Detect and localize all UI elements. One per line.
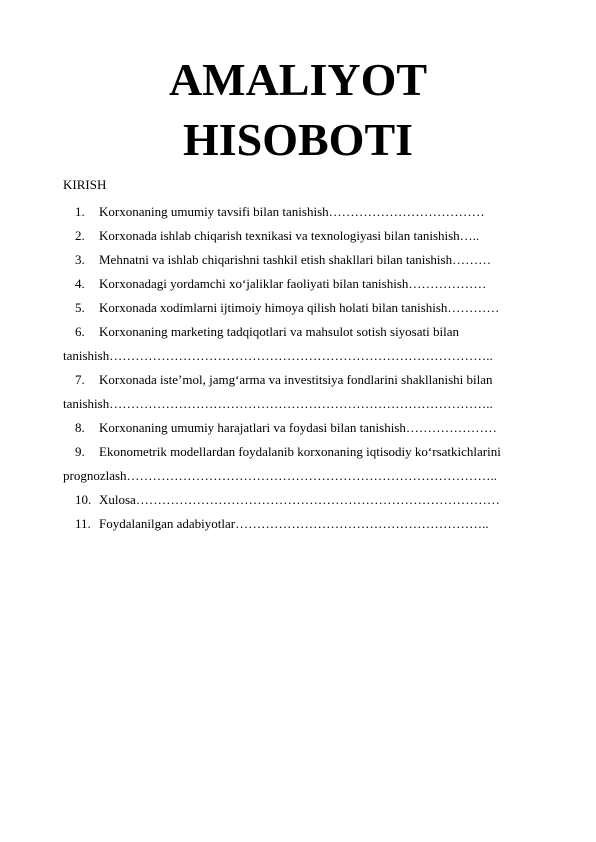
toc-item-number: 1. [75,204,85,219]
toc-item-text: Korxonaning marketing tadqiqotlari va mahsulot sotish siyosati bilan [99,324,459,339]
toc-item-text: Korxonada xodimlarni ijtimoiy himoya qilish holati bilan tanishish………… [99,300,500,315]
toc-item-text: Korxonaning umumiy tavsifi bilan tanishish……………………………… [99,204,485,219]
toc-item-text-continued: tanishish…………………………………………………………………………….. [63,348,493,363]
toc-item-text: Korxonada ishlab chiqarish texnikasi va texnologiyasi bilan tanishish….. [99,228,480,243]
toc-item-text: Mehnatni va ishlab chiqarishni tashkil etish shakllari bilan tanishish……… [99,252,492,267]
toc-item-text: Xulosa………………………………………………………………………… [99,492,500,507]
title-line-2: HISOBOTI [182,114,414,165]
toc-item-5 [63,296,543,320]
toc-item-text-continued: tanishish…………………………………………………………………………….. [63,396,493,411]
toc-item-number: 3. [75,252,85,267]
toc-item-number: 6. [75,324,85,339]
toc-item-text: Foydalanilgan adabiyotlar………………………………………………….. [99,516,489,531]
toc-item-number: 11. [75,516,91,531]
toc-item-text: Korxonaning umumiy harajatlari va foydasi bilan tanishish………………… [99,420,497,435]
toc-item-11 [63,512,543,536]
toc-item-3 [63,248,543,272]
toc-item-text: Korxonada iste’mol, jamg‘arma va investitsiya fondlarini shakllanishi bilan [99,372,493,387]
toc-item-number: 9. [75,444,85,459]
table-of-contents [63,200,543,536]
toc-item-number: 8. [75,420,85,435]
intro-heading: KIRISH [63,177,107,192]
toc-item-7 [63,368,543,416]
toc-item-4 [63,272,543,296]
title-line-1: AMALIYOT [168,54,428,105]
toc-item-number: 10. [75,492,92,507]
toc-item-text: Korxonadagi yordamchi xo‘jaliklar faoliyati bilan tanishish……………… [99,276,487,291]
toc-item-number: 5. [75,300,85,315]
toc-item-2 [63,224,543,248]
toc-item-text-continued: prognozlash………………………………………………………………………….. [63,468,498,483]
toc-item-number: 2. [75,228,85,243]
toc-item-number: 7. [75,372,85,387]
toc-item-number: 4. [75,276,85,291]
toc-item-1 [63,200,543,224]
toc-item-text: Ekonometrik modellardan foydalanib korxonaning iqtisodiy ko‘rsatkichlarini [99,444,501,459]
toc-item-6 [63,320,543,368]
toc-item-8 [63,416,543,440]
toc-item-9 [63,440,543,488]
toc-item-10 [63,488,543,512]
